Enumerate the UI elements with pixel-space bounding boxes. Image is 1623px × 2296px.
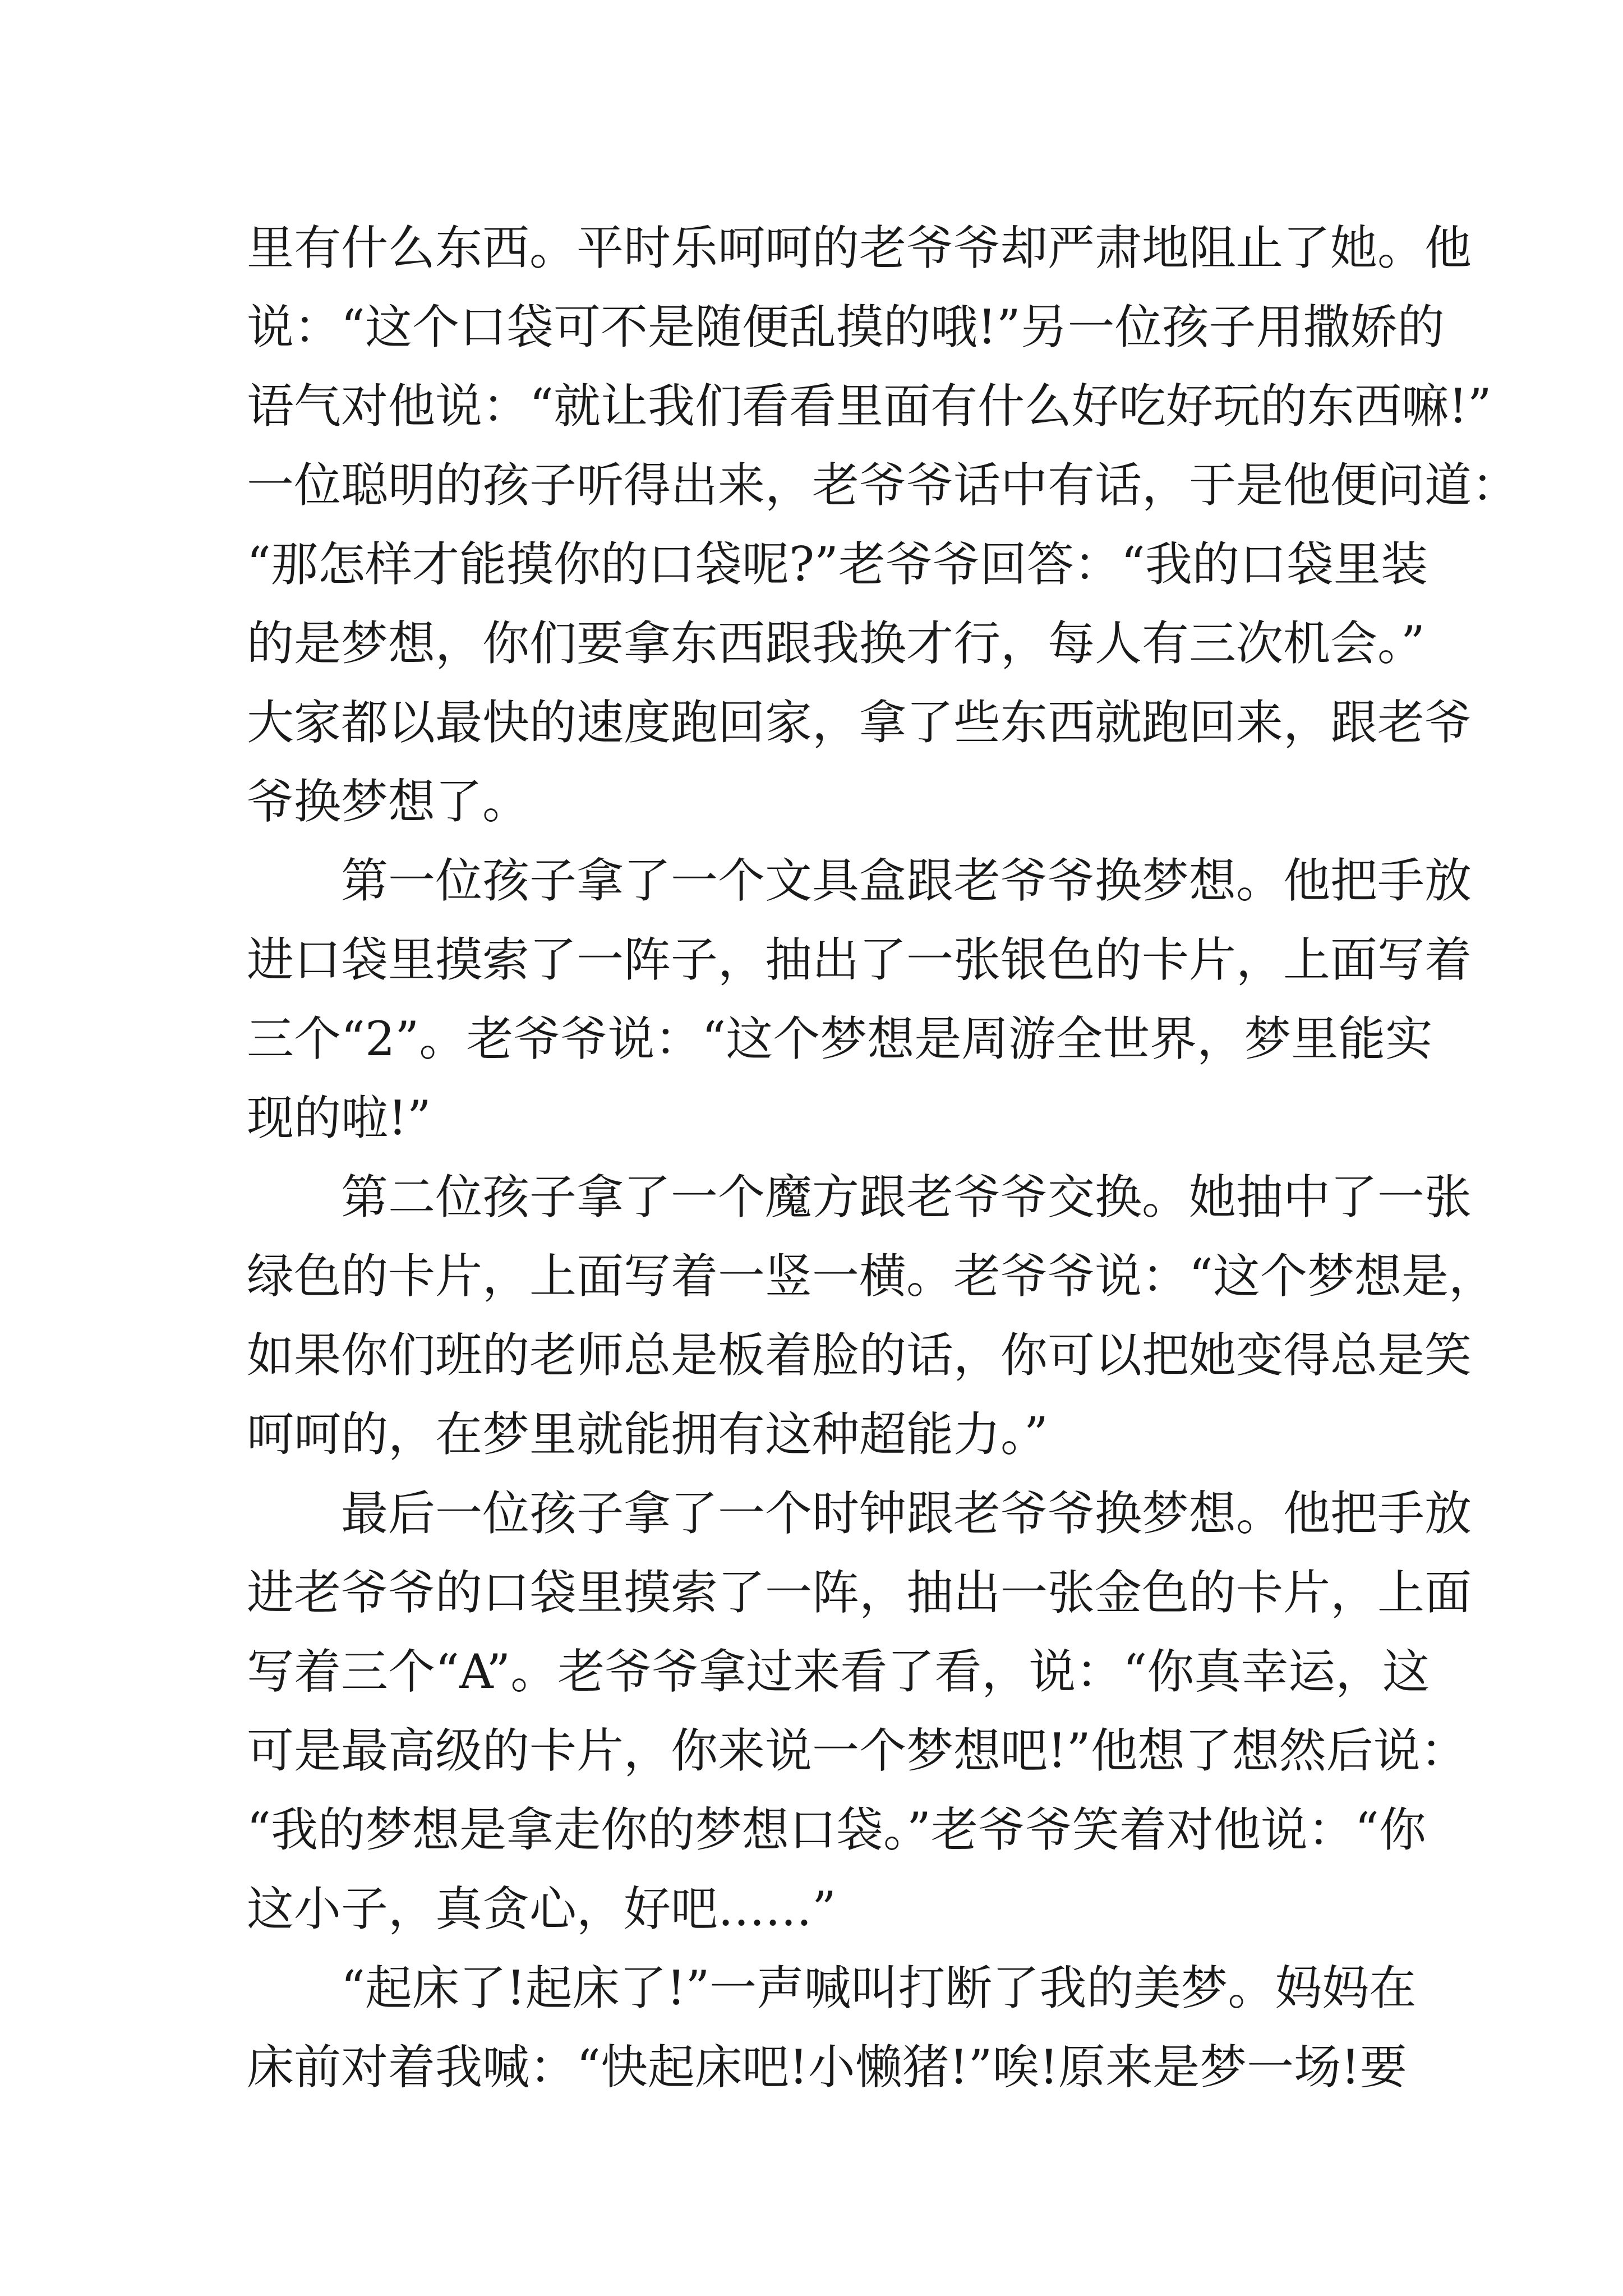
text-line: “起床了!起床了!”一声喊叫打断了我的美梦。妈妈在	[341, 1961, 1417, 2016]
text-line: 可是最高级的卡片，你来说一个梦想吧!”他想了想然后说：	[247, 1723, 1468, 1778]
text-line: 一位聪明的孩子听得出来，老爷爷话中有话，于是他便问道：	[247, 458, 1519, 513]
text-line: 床前对着我喊：“快起床吧!小懒猪!”唉!原来是梦一场!要	[247, 2040, 1407, 2095]
document-body	[247, 209, 1519, 2107]
text-line: 进口袋里摸索了一阵子，抽出了一张银色的卡片，上面写着	[247, 932, 1472, 987]
text-line: 写着三个“A”。老爷爷拿过来看了看，说：“你真幸运，这	[247, 1644, 1430, 1699]
text-line: 里有什么东西。平时乐呵呵的老爷爷却严肃地阻止了她。他	[247, 220, 1472, 275]
text-line: 如果你们班的老师总是板着脸的话，你可以把她变得总是笑	[247, 1328, 1472, 1383]
text-line: 说：“这个口袋可不是随便乱摸的哦!”另一位孩子用撒娇的	[247, 300, 1445, 355]
text-line: 的是梦想，你们要拿东西跟我换才行，每人有三次机会。”	[247, 616, 1425, 671]
text-line: “那怎样才能摸你的口袋呢?”老爷爷回答：“我的口袋里装	[247, 537, 1428, 592]
text-line: 三个“2”。老爷爷说：“这个梦想是周游全世界，梦里能实	[247, 1011, 1433, 1066]
text-line: 爷换梦想了。	[247, 774, 530, 829]
text-line: 进老爷爷的口袋里摸索了一阵，抽出一张金色的卡片，上面	[247, 1565, 1472, 1620]
text-line: 第一位孩子拿了一个文具盒跟老爷爷换梦想。他把手放	[341, 853, 1472, 908]
text-line: 大家都以最快的速度跑回家，拿了些东西就跑回来，跟老爷	[247, 695, 1472, 750]
text-line: 最后一位孩子拿了一个时钟跟老爷爷换梦想。他把手放	[341, 1486, 1472, 1541]
text-line: 第二位孩子拿了一个魔方跟老爷爷交换。她抽中了一张	[341, 1170, 1472, 1225]
text-line: 呵呵的，在梦里就能拥有这种超能力。”	[247, 1407, 1048, 1462]
text-line: 这小子，真贪心，好吧……”	[247, 1881, 836, 1936]
text-line: 语气对他说：“就让我们看看里面有什么好吃好玩的东西嘛!”	[247, 379, 1492, 434]
text-line: 现的啦!”	[247, 1091, 431, 1145]
text-line: 绿色的卡片，上面写着一竖一横。老爷爷说：“这个梦想是，	[247, 1249, 1496, 1304]
text-line: “我的梦想是拿走你的梦想口袋。”老爷爷笑着对他说：“你	[247, 1802, 1426, 1857]
